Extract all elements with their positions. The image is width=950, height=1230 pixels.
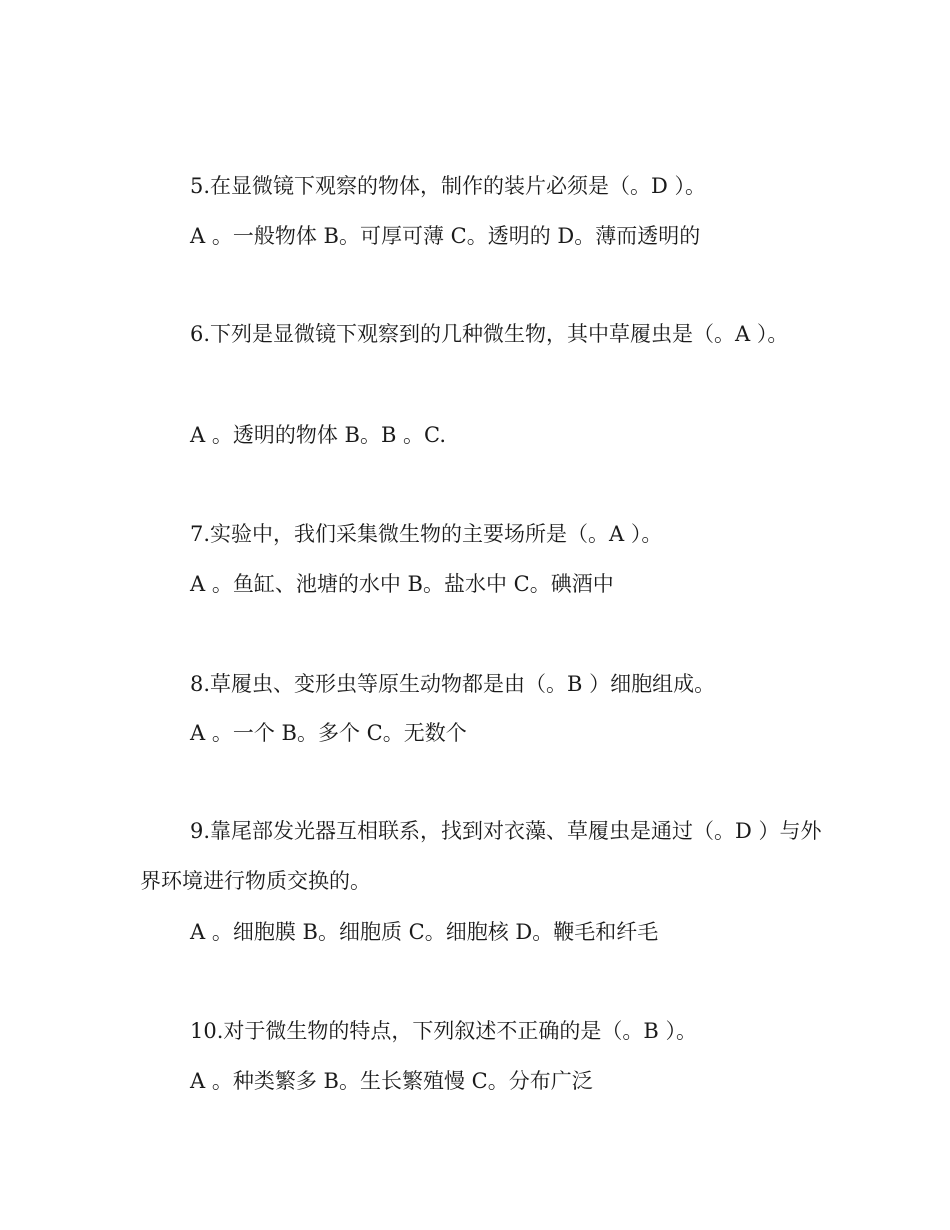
question-6-options: A 。透明的物体 B。B 。C. (190, 423, 447, 447)
question-7-options: A 。鱼缸、池塘的水中 B。盐水中 C。碘酒中 (190, 572, 614, 596)
question-9-options: A 。细胞膜 B。细胞质 C。细胞核 D。鞭毛和纤毛 (190, 920, 659, 944)
question-8-stem: 8.草履虫、变形虫等原生动物都是由（。B ）细胞组成。 (190, 672, 716, 696)
question-7-stem: 7.实验中，我们采集微生物的主要场所是（。A ）。 (190, 522, 663, 546)
question-10-stem: 10.对于微生物的特点，下列叙述不正确的是（。B ）。 (190, 1019, 698, 1043)
question-5-options: A 。一般物体 B。可厚可薄 C。透明的 D。薄而透明的 (190, 224, 701, 248)
question-9-stem: 9.靠尾部发光器互相联系，找到对衣藻、草履虫是通过（。D ）与外界环境进行物质交换的。 (140, 819, 822, 893)
question-6-stem: 6.下列是显微镜下观察到的几种微生物，其中草履虫是（。A ）。 (190, 322, 789, 346)
question-10-options: A 。种类繁多 B。生长繁殖慢 C。分布广泛 (190, 1069, 593, 1093)
question-8-options: A 。一个 B。多个 C。无数个 (190, 721, 467, 745)
question-5-stem: 5.在显微镜下观察的物体，制作的装片必须是（。D ）。 (190, 174, 707, 198)
